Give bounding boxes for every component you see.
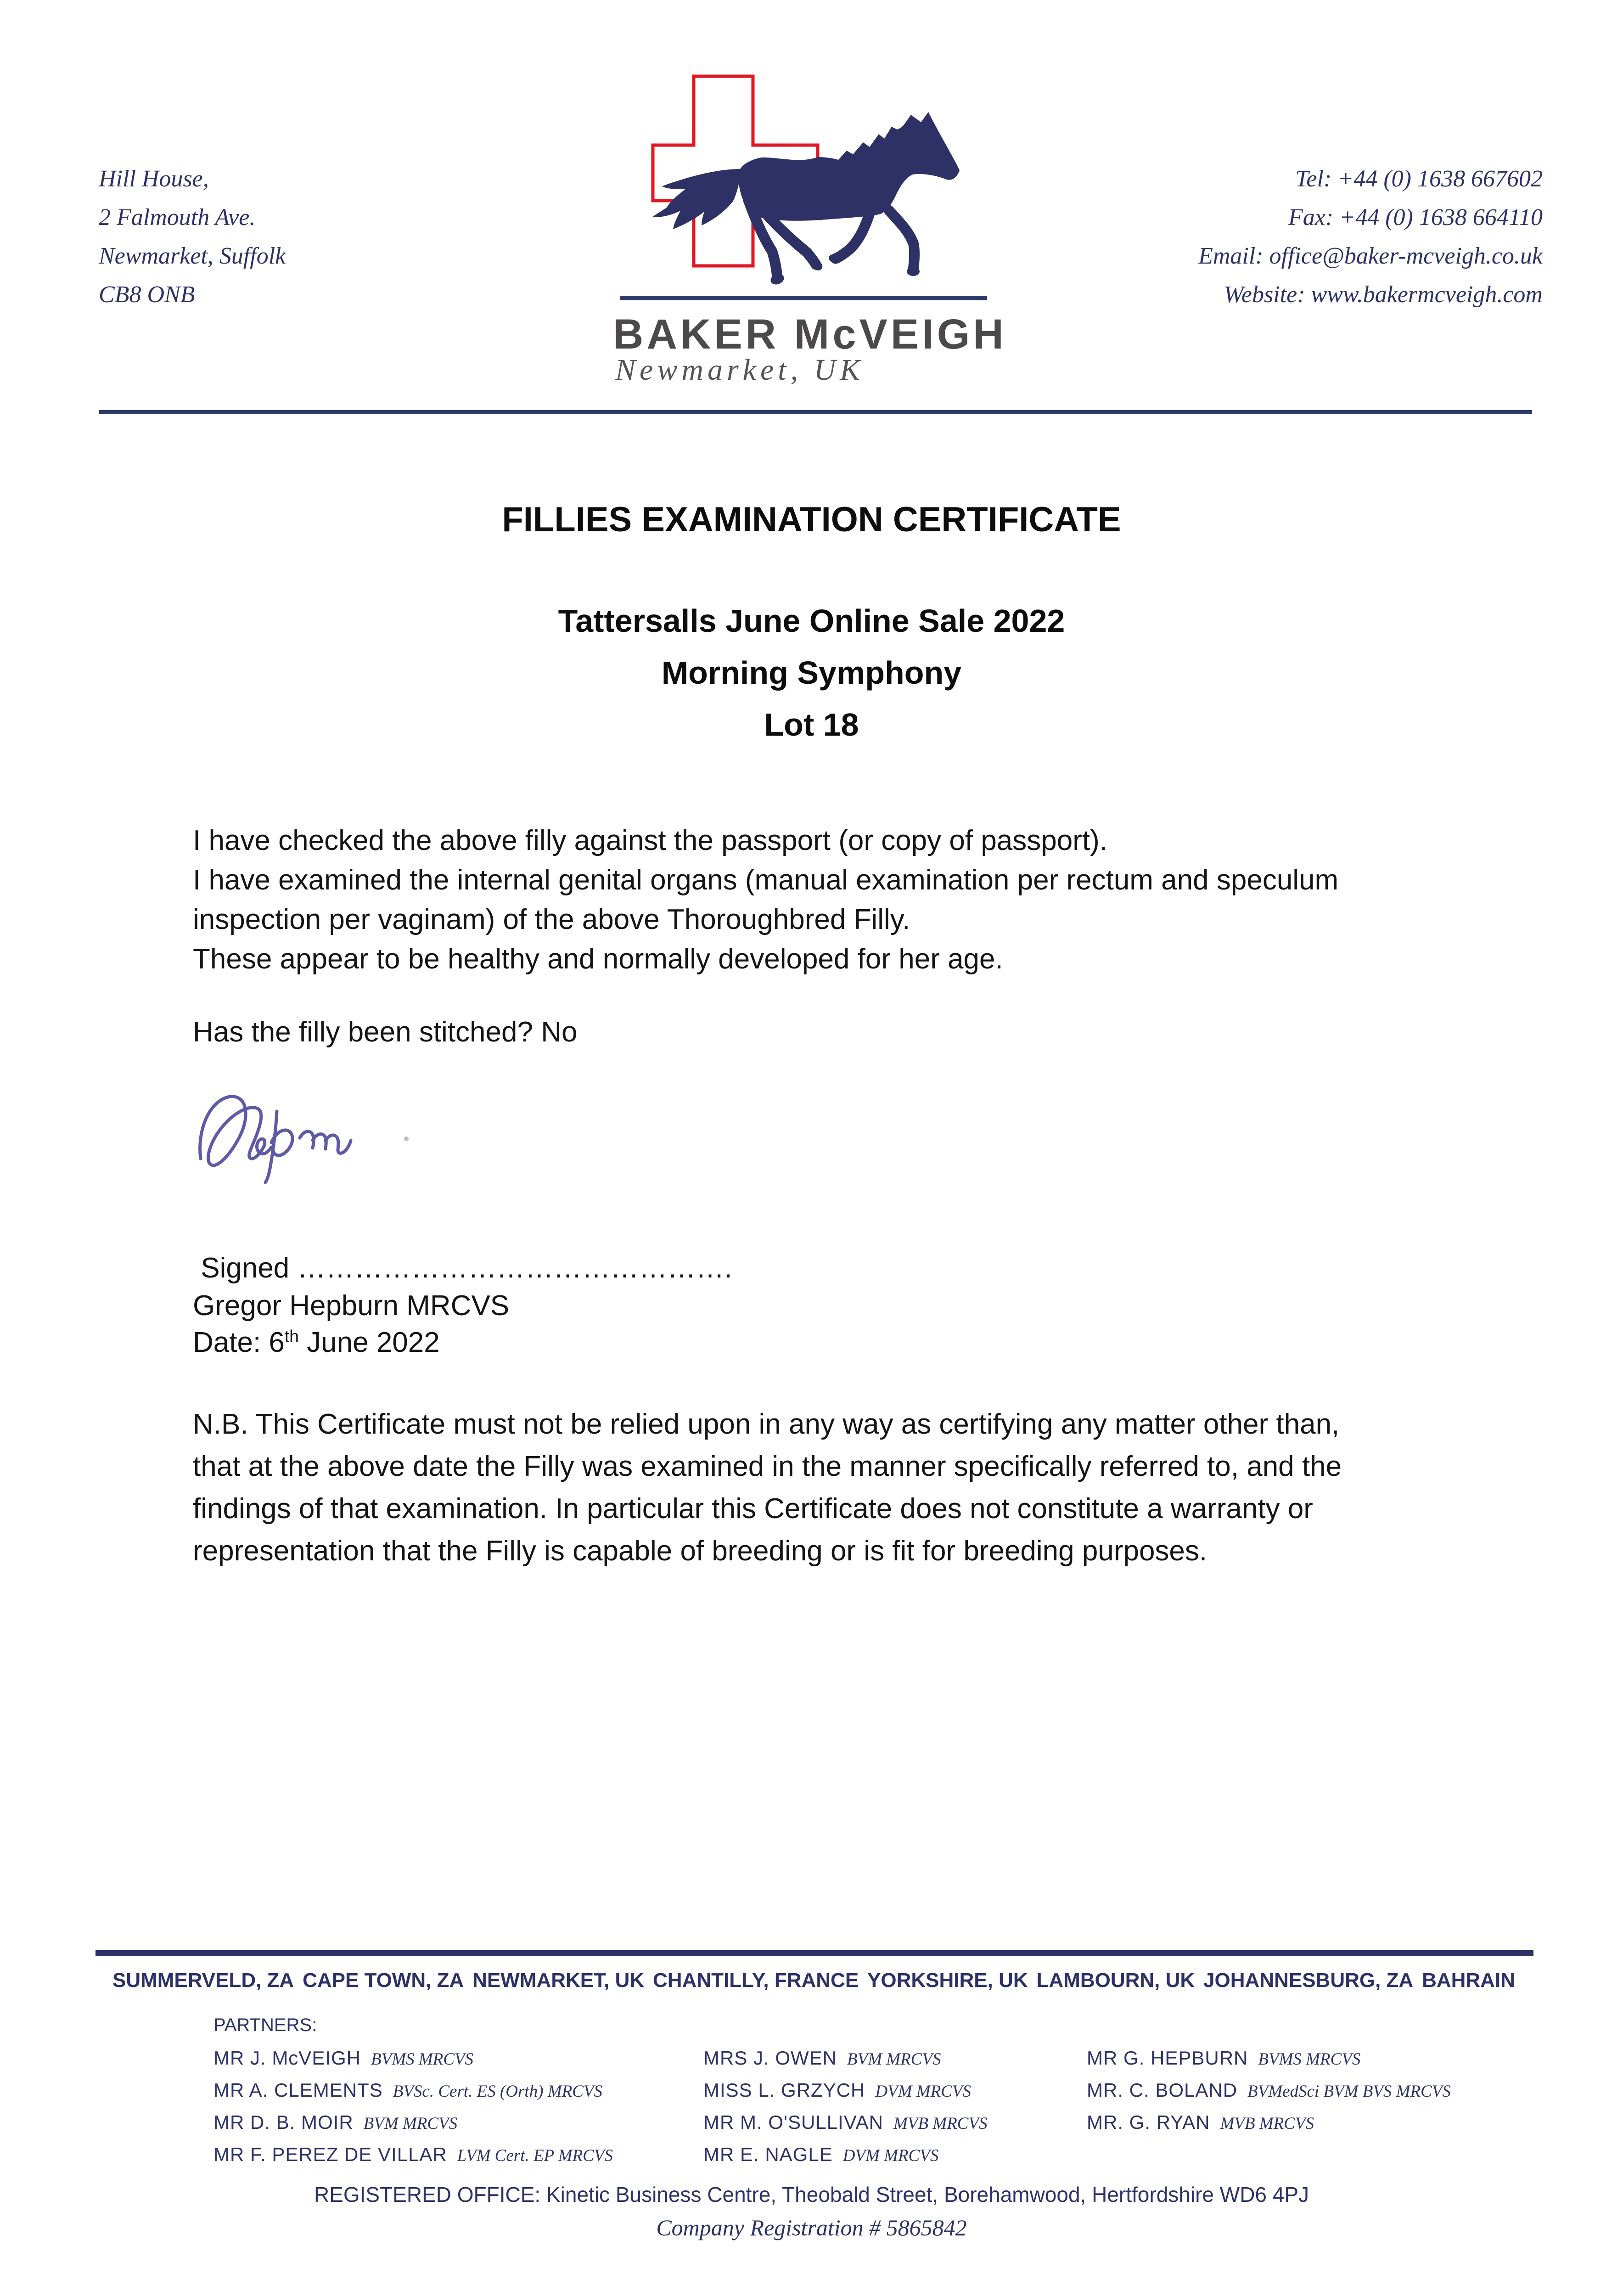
partner-row	[1087, 2079, 1451, 2111]
signatory-name: Gregor Hepburn MRCVS	[193, 1290, 510, 1322]
partners-column-3	[1087, 2047, 1451, 2144]
partner-name: MR G. HEPBURN	[1087, 2047, 1248, 2069]
address-line: CB8 ONB	[99, 281, 195, 308]
letterhead-address	[99, 160, 286, 314]
partner-qualifications: MVB MRCVS	[893, 2114, 988, 2133]
sale-line: Lot 18	[764, 707, 859, 743]
nb-line: findings of that examination. In particular this Certificate does not constitute a warranty or	[193, 1493, 1313, 1525]
partner-name: MR F. PEREZ DE VILLAR	[213, 2144, 447, 2165]
stitched-question: Has the filly been stitched? No	[193, 1016, 578, 1048]
baker-mcveigh-logo	[611, 64, 992, 298]
footer-locations	[112, 1969, 1515, 1992]
body-line: These appear to be healthy and normally developed for her age.	[193, 943, 1003, 975]
location-item: NEWMARKET, UK	[472, 1969, 645, 1992]
partner-qualifications: BVMedSci BVM BVS MRCVS	[1247, 2082, 1451, 2101]
location-item: YORKSHIRE, UK	[867, 1969, 1028, 1992]
partner-name: MR D. B. MOIR	[213, 2111, 354, 2133]
partners-label: PARTNERS:	[213, 2015, 317, 2035]
partners-column-2	[703, 2047, 987, 2176]
partner-qualifications: BVMS MRCVS	[371, 2050, 473, 2069]
signature-period	[404, 1137, 409, 1141]
location-item: JOHANNESBURG, ZA	[1203, 1969, 1414, 1992]
contact-line: Email: office@baker-mcveigh.co.uk	[1198, 243, 1543, 269]
date-suffix: June 2022	[298, 1327, 440, 1358]
certificate-title: FILLIES EXAMINATION CERTIFICATE	[502, 500, 1121, 539]
address-line: Hill House,	[99, 166, 209, 192]
body-line: I have examined the internal genital organs (manual examination per rectum and speculum	[193, 864, 1339, 896]
nb-disclaimer	[193, 1403, 1342, 1572]
nb-line: that at the above date the Filly was examined in the manner specifically referred to, and the	[193, 1451, 1342, 1482]
body-line: inspection per vaginam) of the above Thoroughbred Filly.	[193, 904, 910, 935]
sale-line: Tattersalls June Online Sale 2022	[558, 603, 1065, 639]
nb-line: representation that the Filly is capable of breeding or is fit for breeding purposes.	[193, 1535, 1207, 1567]
date-ordinal: th	[284, 1326, 299, 1346]
company-registration: Company Registration # 5865842	[656, 2215, 967, 2240]
partner-name: MR E. NAGLE	[703, 2144, 833, 2165]
logo-divider	[620, 296, 987, 300]
partner-qualifications: BVSc. Cert. ES (Orth) MRCVS	[393, 2082, 602, 2101]
sale-line: Morning Symphony	[661, 655, 962, 691]
letterhead-contact	[1198, 160, 1543, 314]
partner-qualifications: BVMS MRCVS	[1258, 2050, 1361, 2069]
contact-line: Website: www.bakermcveigh.com	[1224, 281, 1543, 308]
location-item: CHANTILLY, FRANCE	[653, 1969, 859, 1992]
date-line	[193, 1326, 440, 1359]
partner-row	[213, 2144, 613, 2176]
contact-line: Fax: +44 (0) 1638 664110	[1288, 204, 1543, 231]
brand-location: Newmarket, UK	[615, 353, 865, 387]
partner-name: MISS L. GRZYCH	[703, 2079, 865, 2101]
signature-ink	[191, 1083, 420, 1184]
partner-row	[213, 2047, 613, 2079]
partner-row	[213, 2079, 613, 2111]
partner-row	[1087, 2111, 1451, 2144]
partner-qualifications: MVB MRCVS	[1220, 2114, 1314, 2133]
sale-details	[99, 595, 1524, 751]
header-divider	[99, 410, 1532, 414]
registered-office: REGISTERED OFFICE: Kinetic Business Centre, Theobald Street, Borehamwood, Hertfordshire WD6 4PJ	[314, 2183, 1309, 2206]
partner-qualifications: LVM Cert. EP MRCVS	[457, 2146, 613, 2165]
partner-name: MR M. O'SULLIVAN	[703, 2111, 883, 2133]
footer-divider	[95, 1950, 1533, 1956]
partner-row	[213, 2111, 613, 2144]
location-item: SUMMERVELD, ZA	[112, 1969, 294, 1992]
date-prefix: Date: 6	[193, 1327, 285, 1358]
body-line: I have checked the above filly against the passport (or copy of passport).	[193, 825, 1107, 856]
partner-qualifications: DVM MRCVS	[875, 2082, 971, 2101]
location-item: LAMBOURN, UK	[1036, 1969, 1195, 1992]
partners-column-1	[213, 2047, 613, 2176]
partner-row	[703, 2047, 987, 2079]
partner-name: MR. G. RYAN	[1087, 2111, 1210, 2133]
partner-name: MR J. McVEIGH	[213, 2047, 361, 2069]
contact-line: Tel: +44 (0) 1638 667602	[1295, 166, 1543, 192]
partner-name: MR. C. BOLAND	[1087, 2079, 1238, 2101]
signed-line: Signed ……………………………………….	[193, 1252, 732, 1284]
partner-row	[703, 2079, 987, 2111]
partner-name: MRS J. OWEN	[703, 2047, 837, 2069]
address-line: 2 Falmouth Ave.	[99, 204, 256, 231]
location-item: CAPE TOWN, ZA	[303, 1969, 464, 1992]
partner-row	[703, 2144, 987, 2176]
partner-row	[703, 2111, 987, 2144]
partner-name: MR A. CLEMENTS	[213, 2079, 383, 2101]
brand-name: BAKER McVEIGH	[613, 311, 1007, 358]
nb-line: N.B. This Certificate must not be relied upon in any way as certifying any matter other than,	[193, 1408, 1340, 1440]
partner-qualifications: BVM MRCVS	[847, 2050, 941, 2069]
partner-qualifications: BVM MRCVS	[363, 2114, 458, 2133]
partner-row	[1087, 2047, 1451, 2079]
examination-statement	[193, 821, 1338, 979]
partner-qualifications: DVM MRCVS	[842, 2146, 939, 2165]
address-line: Newmarket, Suffolk	[99, 243, 286, 269]
location-item: BAHRAIN	[1422, 1969, 1515, 1992]
